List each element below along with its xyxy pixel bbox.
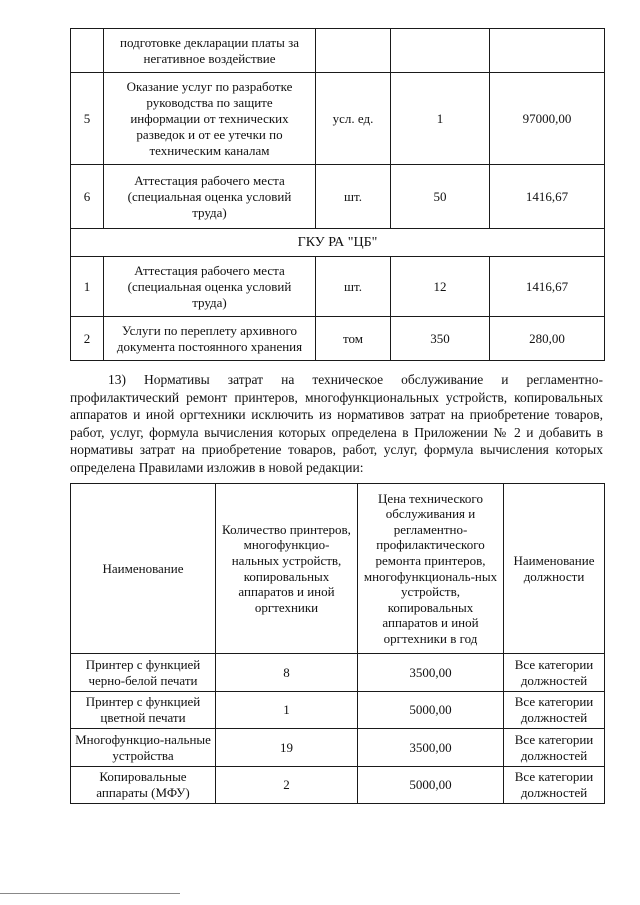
quantity: 12: [391, 257, 490, 317]
device-price: 5000,00: [358, 767, 504, 804]
quantity: 1: [391, 73, 490, 165]
device-name: Принтер с функцией цветной печати: [71, 692, 216, 729]
header-quantity: Количество принтеров, многофункцио-нальных устройств, копировальных аппаратов и иной оргтехники: [216, 484, 358, 654]
service-name: Аттестация рабочего места (специальная оценка условий труда): [104, 165, 316, 229]
row-number: 5: [71, 73, 104, 165]
device-quantity: 19: [216, 729, 358, 767]
expenses-table-continued: [70, 28, 605, 361]
table-header-row: [71, 484, 605, 654]
row-number: [71, 29, 104, 73]
unit: шт.: [316, 257, 391, 317]
table-row: [71, 73, 605, 165]
footnote-rule: [0, 893, 180, 894]
table-row: [71, 692, 605, 729]
quantity: 350: [391, 317, 490, 361]
device-price: 3500,00: [358, 729, 504, 767]
service-name: Оказание услуг по разработке руководства по защите информации от технических разведок и от ее утечки по техническим каналам: [104, 73, 316, 165]
paragraph-text: 13) Нормативы затрат на техническое обслуживание и регламентно-профилактический ремонт принтеров, многофункциональных устройств, копировальных аппаратов и иной оргтехники исключить из нормативов затрат на приобретение товаров, работ, услуг, формула вычисления которых определена в Приложении № 2 и добавить в нормативы затрат на приобретение товаров, работ, услуг, формула вычисления которых определена Правилами изложив в новой редакции:: [70, 372, 603, 475]
device-position: Все категории должностей: [504, 692, 605, 729]
section-title: ГКУ РА "ЦБ": [71, 229, 605, 257]
row-number: 6: [71, 165, 104, 229]
header-name: Наименование: [71, 484, 216, 654]
price: 1416,67: [490, 257, 605, 317]
device-price: 5000,00: [358, 692, 504, 729]
device-position: Все категории должностей: [504, 729, 605, 767]
table-row: [71, 165, 605, 229]
table-row: [71, 257, 605, 317]
device-quantity: 1: [216, 692, 358, 729]
device-name: Принтер с функцией черно-белой печати: [71, 654, 216, 692]
device-quantity: 2: [216, 767, 358, 804]
price: 1416,67: [490, 165, 605, 229]
service-name: Услуги по переплету архивного документа постоянного хранения: [104, 317, 316, 361]
quantity: [391, 29, 490, 73]
header-price: Цена технического обслуживания и регламентно-профилактического ремонта принтеров, многофункциональ-ных устройств, копировальных аппаратов и иной оргтехники в год: [358, 484, 504, 654]
row-number: 1: [71, 257, 104, 317]
row-number: 2: [71, 317, 104, 361]
price: [490, 29, 605, 73]
section-header-row: [71, 229, 605, 257]
unit: усл. ед.: [316, 73, 391, 165]
header-position: Наименование должности: [504, 484, 605, 654]
service-name: Аттестация рабочего места (специальная оценка условий труда): [104, 257, 316, 317]
unit: том: [316, 317, 391, 361]
unit: [316, 29, 391, 73]
unit: шт.: [316, 165, 391, 229]
device-quantity: 8: [216, 654, 358, 692]
price: 97000,00: [490, 73, 605, 165]
table-row: [71, 317, 605, 361]
device-name: Копировальные аппараты (МФУ): [71, 767, 216, 804]
service-name: подготовке декларации платы за негативное воздействие: [104, 29, 316, 73]
device-position: Все категории должностей: [504, 767, 605, 804]
amendment-paragraph: [70, 371, 603, 477]
device-name: Многофункцио-нальные устройства: [71, 729, 216, 767]
table-row: [71, 654, 605, 692]
quantity: 50: [391, 165, 490, 229]
table-row: [71, 729, 605, 767]
maintenance-cost-table: [70, 483, 605, 804]
table-row: [71, 29, 605, 73]
device-position: Все категории должностей: [504, 654, 605, 692]
device-price: 3500,00: [358, 654, 504, 692]
table-row: [71, 767, 605, 804]
price: 280,00: [490, 317, 605, 361]
